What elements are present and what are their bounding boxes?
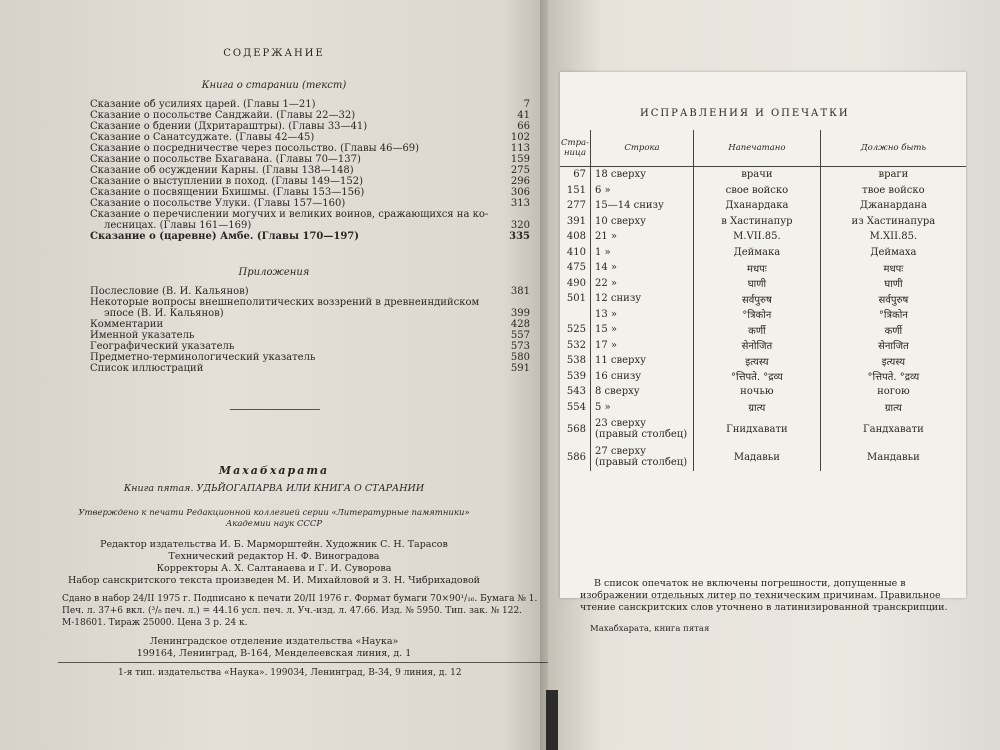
toc-entry <box>90 121 530 132</box>
toc-entry-page: 428 <box>510 319 530 330</box>
errata-page: 532 <box>566 339 586 351</box>
errata-correct: из Хастинапура <box>820 214 966 230</box>
toc-entry <box>90 220 530 231</box>
errata-note: В список опечаток не включены погрешности, допущенные в изображении отдельных литер по техническим причинам. Правильное чтение санскритских слов уточнено в латинизированной транскрипции. <box>580 578 948 613</box>
errata-row <box>560 260 966 276</box>
toc-entry-page: 399 <box>510 308 530 319</box>
errata-correct: Джанардана <box>820 198 966 214</box>
errata-line: 22 » <box>591 276 694 292</box>
imprint-print-2: Печ. л. 37+6 вкл. (³/₈ печ. л.) = 44.16 усл. печ. л. Уч.-изд. л. 47.66. Изд. № 5950. Тип. зак. № 122. <box>62 606 523 616</box>
errata-sheet <box>560 72 966 634</box>
errata-row <box>560 307 966 323</box>
toc-section-appendix: Приложения <box>238 267 310 278</box>
errata-printed: Дханардака <box>694 198 821 214</box>
errata-correct: इत्यस्य <box>820 353 966 369</box>
toc-entry-title: Сказание об усилиях царей. (Главы 1—21) <box>90 99 316 110</box>
errata-printed: इत्यस्य <box>694 353 821 369</box>
toc-entry <box>90 341 530 352</box>
errata-row <box>560 229 966 245</box>
errata-line: 5 » <box>591 400 694 416</box>
imprint-print-1: Сдано в набор 24/II 1975 г. Подписано к печати 20/II 1976 г. Формат бумаги 70×90¹/₁₆. Бумага № 1. <box>62 594 538 604</box>
toc-entry <box>90 110 530 121</box>
errata-line: 21 » <box>591 229 694 245</box>
toc-entry-page: 66 <box>517 121 530 132</box>
imprint-subtitle: Книга пятая. УДЬЙОГАПАРВА ИЛИ КНИГА О СТАРАНИИ <box>123 483 425 494</box>
toc-list <box>90 99 530 242</box>
errata-line: 27 сверху (правый столбец) <box>591 443 694 471</box>
toc-entry <box>90 330 530 341</box>
errata-page: 501 <box>566 293 586 305</box>
errata-printed: M.VII.85. <box>694 229 821 245</box>
errata-line: 13 » <box>591 307 694 323</box>
errata-row <box>560 291 966 307</box>
imprint-editor: Редактор издательства И. Б. Марморштейн. Художник С. Н. Тарасов <box>100 539 448 550</box>
toc-entry-title: Сказание о Санатсуджате. (Главы 42—45) <box>90 132 315 143</box>
errata-row <box>560 384 966 400</box>
toc-entry-title: Сказание о посвящении Бхишмы. (Главы 153—156) <box>90 187 365 198</box>
errata-line: 1 » <box>591 245 694 261</box>
col-line: Строка <box>591 130 694 167</box>
errata-row <box>560 183 966 199</box>
errata-page: 568 <box>566 423 586 435</box>
errata-page: 490 <box>566 277 586 289</box>
col-page: Стра-ница <box>560 130 591 167</box>
toc-entry <box>90 363 530 374</box>
errata-correct: M.XII.85. <box>820 229 966 245</box>
errata-row <box>560 198 966 214</box>
imprint-publisher: Ленинградское отделение издательства «Наука» <box>149 636 399 647</box>
errata-printed: सर्वपुरुष <box>694 291 821 307</box>
errata-page: 410 <box>566 246 586 258</box>
toc-entry-page: 159 <box>510 154 530 165</box>
errata-line: 17 » <box>591 338 694 354</box>
errata-correct: Мандавьи <box>820 443 966 471</box>
toc-entry <box>90 319 530 330</box>
toc-entry <box>90 286 530 297</box>
toc-entry-title: Послесловие (В. И. Кальянов) <box>90 286 249 297</box>
errata-printed: врачи <box>694 167 821 183</box>
toc-entry-page <box>500 297 530 308</box>
errata-printed: कर्णी <box>694 322 821 338</box>
errata-line: 11 сверху <box>591 353 694 369</box>
errata-correct: सर्वपुरुष <box>820 291 966 307</box>
toc-entry-title: Сказание о перечислении могучих и великих воинов, сражающихся на ко- <box>90 209 489 220</box>
imprint-publisher-address: 199164, Ленинград, В-164, Менделеевская линия, д. 1 <box>136 648 412 659</box>
errata-page: 538 <box>566 355 586 367</box>
toc-entry <box>90 99 530 110</box>
errata-row <box>560 276 966 292</box>
toc-entry-title: Именной указатель <box>90 330 195 341</box>
errata-page: 539 <box>566 370 586 382</box>
errata-printed: °त्तिपते. °द्रव्य <box>694 369 821 385</box>
toc-entry <box>90 308 530 319</box>
toc-entry <box>90 297 530 308</box>
errata-page: 408 <box>566 231 586 243</box>
errata-correct: Деймаха <box>820 245 966 261</box>
toc-entry-title: Комментарии <box>90 319 164 330</box>
errata-line: 14 » <box>591 260 694 276</box>
toc-entry-title: Сказание о посольстве Санджайи. (Главы 22—32) <box>90 110 356 121</box>
errata-printed: Деймака <box>694 245 821 261</box>
errata-page <box>560 307 591 323</box>
toc-entry-page: 320 <box>510 220 530 231</box>
imprint-printer: 1-я тип. издательства «Наука». 199034, Ленинград, В-34, 9 линия, д. 12 <box>118 668 462 678</box>
errata-printed: ग्रात्य <box>694 400 821 416</box>
errata-line: 18 сверху <box>591 167 694 183</box>
divider <box>230 409 320 410</box>
toc-entry-page: 7 <box>523 99 530 110</box>
imprint-academy: Академии наук СССР <box>225 519 323 529</box>
errata-correct: मधपः <box>820 260 966 276</box>
toc-entry <box>90 165 530 176</box>
errata-row <box>560 415 966 443</box>
toc-entry <box>90 209 530 220</box>
errata-table <box>560 130 966 471</box>
errata-row <box>560 245 966 261</box>
errata-line: 10 сверху <box>591 214 694 230</box>
imprint-sanskrit: Набор санскритского текста произведен М. И. Михайловой и З. Н. Чибрихадовой <box>67 575 481 586</box>
toc-entry-page: 313 <box>510 198 530 209</box>
toc-entry-page: 275 <box>510 165 530 176</box>
toc-entry <box>90 198 530 209</box>
imprint-tech-editor: Технический редактор Н. Ф. Виноградова <box>168 551 380 562</box>
errata-correct: °त्तिपते. °द्रव्य <box>820 369 966 385</box>
toc-entry-title: Географический указатель <box>90 341 235 352</box>
toc-entry <box>90 154 530 165</box>
toc-entry <box>90 231 530 242</box>
errata-page: 67 <box>573 169 586 181</box>
col-should: Должно быть <box>820 130 966 167</box>
toc-section-text: Книга о старании (текст) <box>201 80 347 91</box>
appendix-list <box>90 286 530 374</box>
errata-correct: घाणी <box>820 276 966 292</box>
errata-correct: Гандхавати <box>820 415 966 443</box>
imprint-title: Махабхарата <box>218 464 330 477</box>
errata-printed: в Хастинапур <box>694 214 821 230</box>
errata-line: 6 » <box>591 183 694 199</box>
toc-entry <box>90 187 530 198</box>
errata-row <box>560 214 966 230</box>
errata-line: 15—14 снизу <box>591 198 694 214</box>
errata-line: 16 снизу <box>591 369 694 385</box>
toc-entry-page: 573 <box>510 341 530 352</box>
toc-entry-title: Сказание о посольстве Улуки. (Главы 157—160) <box>90 198 346 209</box>
toc-entry-title: эпосе (В. И. Кальянов) <box>104 308 224 319</box>
errata-row <box>560 338 966 354</box>
toc-entry-page: 296 <box>510 176 530 187</box>
errata-page: 391 <box>566 215 586 227</box>
toc-entry-title: Сказание о посольстве Бхагавана. (Главы 70—137) <box>90 154 361 165</box>
errata-correct: °त्रिकोन <box>820 307 966 323</box>
toc-entry-title: Сказание о (царевне) Амбе. (Главы 170—197) <box>90 231 359 242</box>
errata-page: 277 <box>566 200 586 212</box>
toc-entry-page <box>500 209 530 220</box>
toc-entry <box>90 176 530 187</box>
toc-entry <box>90 352 530 363</box>
toc-entry-page: 41 <box>517 110 530 121</box>
errata-printed: ночью <box>694 384 821 400</box>
errata-printed: Гнидхавати <box>694 415 821 443</box>
toc-entry-page: 113 <box>510 143 530 154</box>
toc-entry <box>90 132 530 143</box>
errata-printed: घाणी <box>694 276 821 292</box>
toc-entry-page: 580 <box>510 352 530 363</box>
errata-page: 151 <box>566 184 586 196</box>
errata-printed: °त्रिकोन <box>694 307 821 323</box>
toc-entry-title: Сказание о посредничестве через посольство. (Главы 46—69) <box>90 143 420 154</box>
errata-line: 8 сверху <box>591 384 694 400</box>
errata-correct: सेनाजित <box>820 338 966 354</box>
toc-entry-page: 381 <box>510 286 530 297</box>
errata-printed: свое войско <box>694 183 821 199</box>
errata-line: 12 снизу <box>591 291 694 307</box>
right-page <box>548 0 1000 750</box>
errata-row <box>560 353 966 369</box>
imprint-print-3: М-18601. Тираж 25000. Цена 3 р. 24 к. <box>62 618 248 628</box>
errata-printed: सेनोजित <box>694 338 821 354</box>
errata-row <box>560 167 966 183</box>
toc-entry-title: Сказание о выступлении в поход. (Главы 149—152) <box>90 176 363 187</box>
errata-line: 15 » <box>591 322 694 338</box>
toc-entry <box>90 143 530 154</box>
errata-correct: враги <box>820 167 966 183</box>
toc-entry-page: 335 <box>509 231 530 242</box>
errata-row <box>560 369 966 385</box>
errata-page: 543 <box>566 386 586 398</box>
toc-entry-page: 306 <box>510 187 530 198</box>
errata-row <box>560 400 966 416</box>
imprint-approved: Утверждено к печати Редакционной коллегией серии «Литературные памятники» <box>78 508 470 518</box>
toc-entry-title: Некоторые вопросы внешнеполитических воззрений в древнеиндийском <box>90 297 480 308</box>
toc-entry-title: Список иллюстраций <box>90 363 204 374</box>
errata-printed: Мадавьи <box>694 443 821 471</box>
errata-page: 525 <box>566 324 586 336</box>
errata-correct: ногою <box>820 384 966 400</box>
book-binding <box>546 690 558 750</box>
col-printed: Напечатано <box>694 130 821 167</box>
toc-entry-title: Предметно-терминологический указатель <box>90 352 316 363</box>
toc-entry-title: Сказание о бдении (Дхритараштры). (Главы 33—41) <box>90 121 368 132</box>
toc-entry-title: лесницах. (Главы 161—169) <box>104 220 252 231</box>
errata-footer: Махабхарата, книга пятая <box>590 624 710 634</box>
imprint-rule <box>58 662 548 663</box>
errata-row <box>560 443 966 471</box>
imprint-correctors: Корректоры А. Х. Салтанаева и Г. И. Суворова <box>156 563 392 574</box>
errata-row <box>560 322 966 338</box>
toc-entry-title: Сказание об осуждении Карны. (Главы 138—148) <box>90 165 354 176</box>
errata-page: 554 <box>566 401 586 413</box>
toc-entry-page: 557 <box>510 330 530 341</box>
errata-page: 475 <box>566 262 586 274</box>
errata-correct: твое войско <box>820 183 966 199</box>
toc-title: СОДЕРЖАНИЕ <box>223 48 325 59</box>
errata-printed: मधपः <box>694 260 821 276</box>
toc-entry-page: 591 <box>510 363 530 374</box>
toc-entry-page: 102 <box>510 132 530 143</box>
errata-title: ИСПРАВЛЕНИЯ И ОПЕЧАТКИ <box>640 108 850 119</box>
errata-correct: ग्रात्य <box>820 400 966 416</box>
errata-line: 23 сверху (правый столбец) <box>591 415 694 443</box>
errata-correct: कर्णी <box>820 322 966 338</box>
errata-page: 586 <box>566 451 586 463</box>
